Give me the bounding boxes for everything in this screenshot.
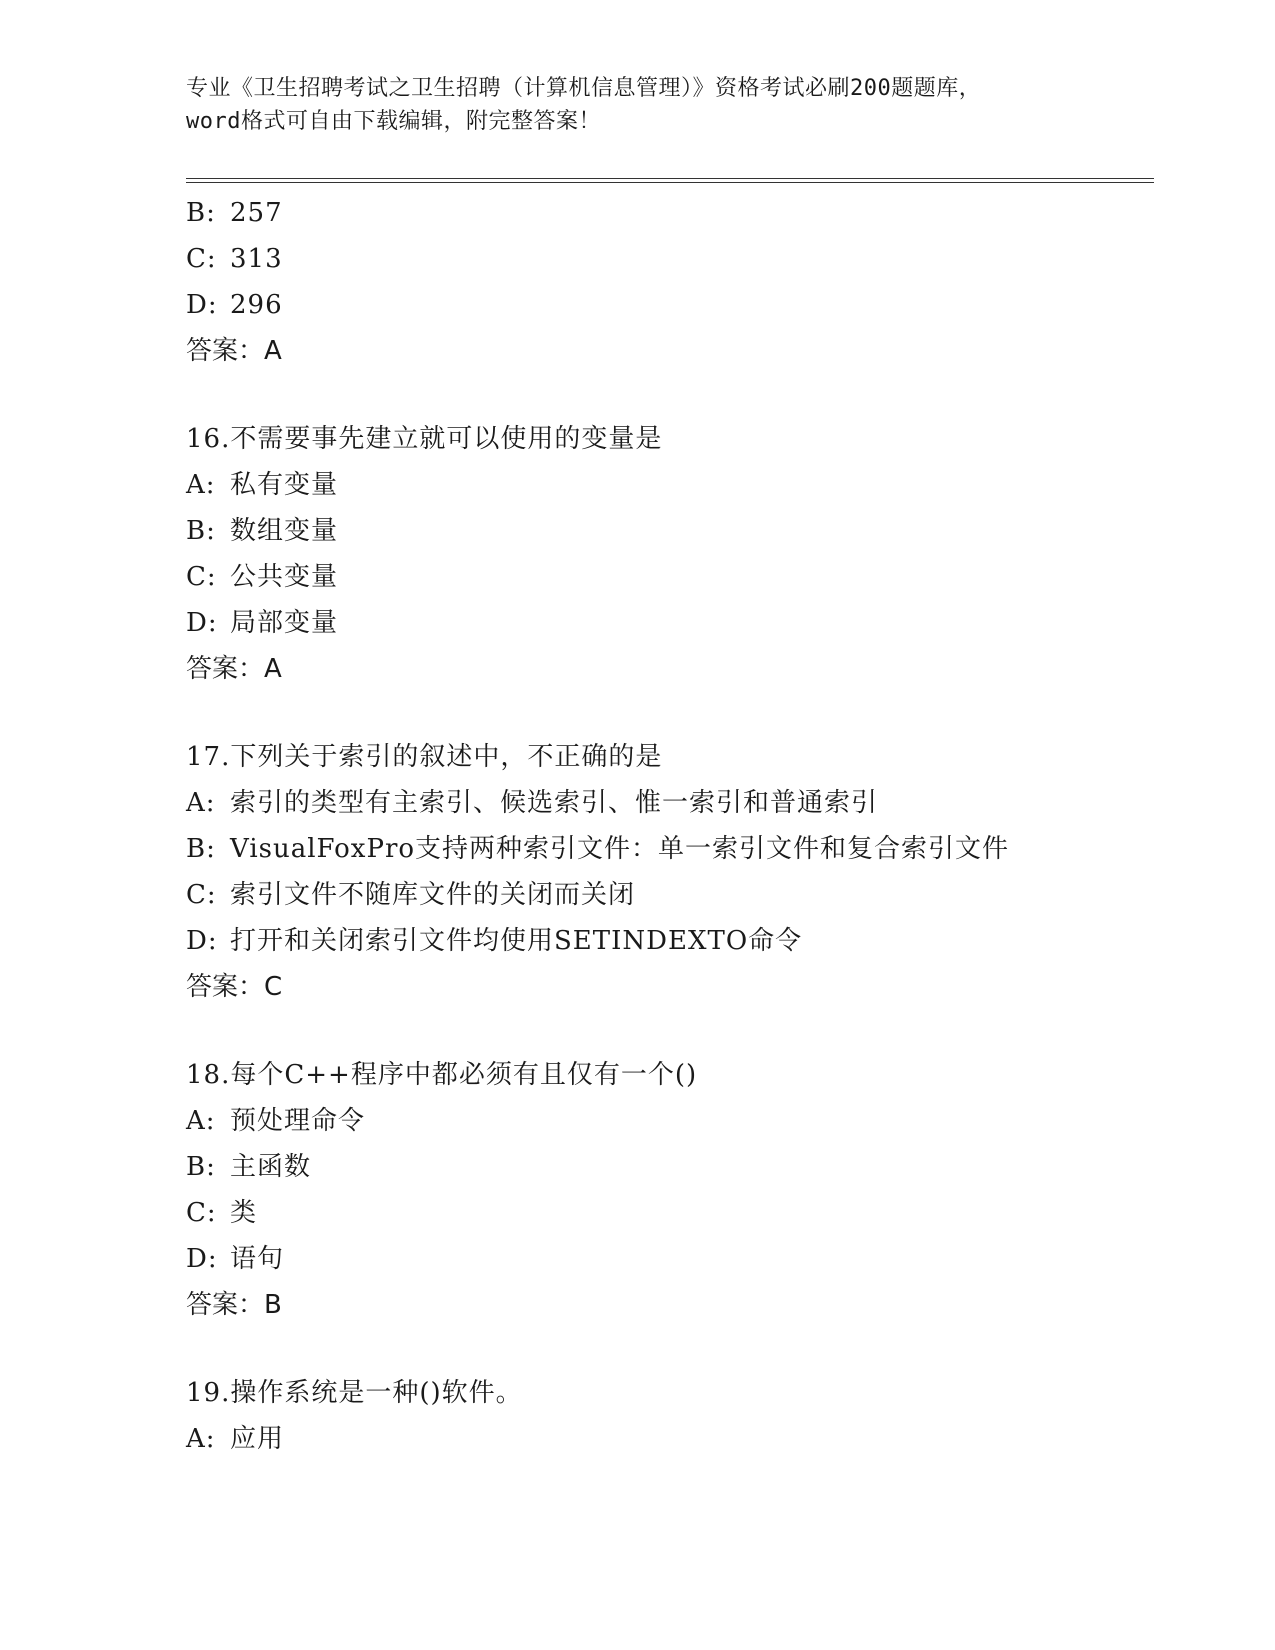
option-key: A:: [186, 788, 216, 818]
question-list: [186, 190, 1186, 1462]
option-key: B:: [186, 198, 216, 228]
spacer: [186, 692, 1186, 734]
option-text: 313: [230, 244, 283, 274]
option-row: [186, 1416, 1186, 1462]
spacer: [186, 1328, 1186, 1370]
header-divider-top: [186, 178, 1154, 179]
option-row: [186, 872, 1186, 918]
option-text: 应用: [230, 1424, 285, 1454]
option-text: 语句: [230, 1244, 285, 1274]
option-row: [186, 554, 1186, 600]
option-text: 打开和关闭索引文件均使用SETINDEXTO命令: [230, 926, 803, 956]
option-text: 公共变量: [230, 562, 339, 592]
option-key: B:: [186, 834, 216, 864]
question-block-16: [186, 416, 1186, 692]
question-block-15: [186, 190, 1186, 374]
answer-line: 答案：A: [186, 654, 282, 684]
question-stem: 18.每个C++程序中都必须有且仅有一个(): [186, 1060, 698, 1090]
option-key: A:: [186, 1424, 216, 1454]
option-row: [186, 1144, 1186, 1190]
answer-line: 答案：C: [186, 972, 283, 1002]
option-key: C:: [186, 562, 217, 592]
option-row: [186, 1236, 1186, 1282]
option-key: A:: [186, 470, 216, 500]
option-text: VisualFoxPro支持两种索引文件：单一索引文件和复合索引文件: [230, 834, 1010, 864]
option-key: B:: [186, 516, 216, 546]
option-key: D:: [186, 608, 218, 638]
option-text: 296: [230, 290, 283, 320]
option-text: 索引的类型有主索引、候选索引、惟一索引和普通索引: [230, 788, 879, 818]
option-row: [186, 826, 1186, 872]
option-text: 主函数: [230, 1152, 312, 1182]
answer-line: 答案：A: [186, 336, 282, 366]
option-key: D:: [186, 926, 218, 956]
option-key: C:: [186, 1198, 217, 1228]
option-text: 类: [230, 1198, 258, 1228]
spacer: [186, 1010, 1186, 1052]
option-text: 数组变量: [230, 516, 339, 546]
option-key: C:: [186, 880, 217, 910]
answer-line: 答案：B: [186, 1290, 282, 1320]
question-block-17: [186, 734, 1186, 1010]
header-line-2: word格式可自由下载编辑，附完整答案！: [186, 109, 601, 134]
option-row: [186, 1190, 1186, 1236]
option-key: A:: [186, 1106, 216, 1136]
option-key: B:: [186, 1152, 216, 1182]
option-row: [186, 780, 1186, 826]
option-key: D:: [186, 290, 218, 320]
question-stem: 19.操作系统是一种()软件。: [186, 1378, 523, 1408]
option-text: 预处理命令: [230, 1106, 366, 1136]
option-key: C:: [186, 244, 217, 274]
spacer: [186, 374, 1186, 416]
option-key: D:: [186, 1244, 218, 1274]
option-text: 索引文件不随库文件的关闭而关闭: [230, 880, 636, 910]
header-divider-bottom: [186, 182, 1154, 183]
option-row: [186, 918, 1186, 964]
option-row: [186, 508, 1186, 554]
question-stem: 16.不需要事先建立就可以使用的变量是: [186, 424, 663, 454]
option-text: 257: [230, 198, 283, 228]
option-row: [186, 236, 1186, 282]
document-header: [186, 72, 1086, 138]
header-line-1: 专业《卫生招聘考试之卫生招聘（计算机信息管理）》资格考试必刷200题题库，: [186, 76, 982, 101]
question-block-18: [186, 1052, 1186, 1328]
question-stem: 17.下列关于索引的叙述中，不正确的是: [186, 742, 663, 772]
option-row: [186, 1098, 1186, 1144]
option-row: [186, 462, 1186, 508]
option-row: [186, 190, 1186, 236]
option-row: [186, 282, 1186, 328]
option-text: 局部变量: [230, 608, 339, 638]
question-block-19: [186, 1370, 1186, 1462]
option-row: [186, 600, 1186, 646]
option-text: 私有变量: [230, 470, 339, 500]
